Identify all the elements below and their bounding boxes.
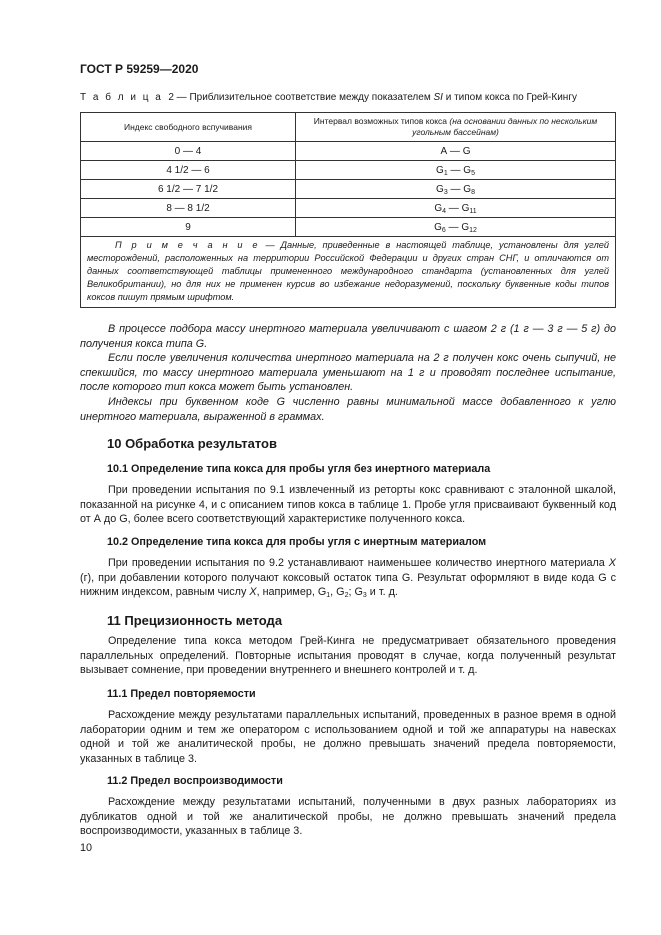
col-header-coke-types: Интервал возможных типов кокса (на основании данных по нескольким угольным бассейнам) <box>296 113 616 142</box>
section-10-1-text: При проведении испытания по 9.1 извлеченный из реторты кокс сравнивают с эталонной шкалой, показанной на рисунке 4, и с описанием типов кокса в таблице 1. Пробе угля присваивают буквенный код от А до G, более всего соответствующий характеристике полученного кокса. <box>80 484 616 526</box>
cell-si: 4 1/2 — 6 <box>81 161 296 180</box>
cell-si: 0 — 4 <box>81 142 296 161</box>
cell-coke-range: $G_4$ — $G_{11}$ <box>296 199 616 218</box>
paragraph-loose-coke: Если после увеличения количества инертного материала на 2 г получен кокс очень сыпучий, не спекшийся, то массу инертного материала уменьшают на 1 г и проводят последнее испытание, после которого тип кокса может быть установлен. <box>80 352 616 394</box>
section-11-1-text: Расхождение между результатами параллельных испытаний, проведенных в разное время в одной лаборатории одним и тем же оператором с использованием одной и той же аппаратуры на навесках одной и той же аналитической пробы, не должно превышать значений предела повторяемости, указанных в таблице 3. <box>80 709 616 766</box>
table-header-row <box>81 113 616 142</box>
section-11-1-title: 11.1 Предел повторяемости <box>107 688 256 700</box>
section-11-title: 11 Прецизионность метода <box>107 613 283 628</box>
cell-coke-range: $G_3$ — $G_8$ <box>296 180 616 199</box>
table-2 <box>80 112 616 308</box>
cell-si: 9 <box>81 218 296 237</box>
cell-coke-range: $G_6$ — $G_{12}$ <box>296 218 616 237</box>
cell-si: 6 1/2 — 7 1/2 <box>81 180 296 199</box>
table-row <box>81 161 616 180</box>
section-10-1-title: 10.1 Определение типа кокса для пробы угля без инертного материала <box>107 463 491 475</box>
section-10-title: 10 Обработка результатов <box>107 436 277 451</box>
cell-si: 8 — 8 1/2 <box>81 199 296 218</box>
page-number: 10 <box>80 842 93 854</box>
paragraph-step: В процессе подбора массу инертного материала увеличивают с шагом 2 г (1 г — 3 г — 5 г) до получения кокса типа G. <box>80 323 616 350</box>
table-row <box>81 218 616 237</box>
section-10-2-title: 10.2 Определение типа кокса для пробы угля с инертным материалом <box>107 536 487 548</box>
section-10-2-text: При проведении испытания по 9.2 устанавливают наименьшее количество инертного материала X (г), при добавлении которого получают коксовый остаток типа G. Результат оформляют в виде кода G с нижним индексом, равным числу X, например, $G_1$, $G_2$; $G_3$ и т. д. <box>80 557 616 600</box>
section-11-2-text: Расхождение между результатами испытаний, полученными в двух разных лабораториях из дубликатов одной и той же аналитической пробы, не должно превышать значений предела воспроизводимости, указанных в таблице 3. <box>80 796 616 838</box>
table-note-row <box>81 237 616 308</box>
cell-coke-range: A — G <box>296 142 616 161</box>
document-header: ГОСТ Р 59259—2020 <box>80 62 199 76</box>
section-11-2-title: 11.2 Предел воспроизводимости <box>107 775 283 787</box>
table-row <box>81 199 616 218</box>
col-header-si: Индекс свободного вспучивания <box>81 113 296 142</box>
table-note: П р и м е ч а н и е — Данные, приведенные в настоящей таблице, установлены для углей месторождений, расположенных на территории Российской Федерации и других стран СНГ, и отличаются от данных соответствующей таблицы примененного международного стандарта (установленных для углей Великобритании), но для них не применен курсив во избежание недоразумений, поскольку буквенные коды типов коксов пишут прямым шрифтом. <box>81 237 616 308</box>
section-11-intro: Определение типа кокса методом Грей-Кинга не предусматривает обязательного проведения параллельных определений. Повторные испытания проводят в случае, когда полученный результат вызывает сомнение, при проведении внутреннего и внешнего контролей и т. д. <box>80 635 616 677</box>
table-caption: Т а б л и ц а 2 — Приблизительное соответствие между показателем SI и типом кокса по Грей-Кингу <box>80 92 577 103</box>
table-row <box>81 180 616 199</box>
cell-coke-range: $G_1$ — $G_5$ <box>296 161 616 180</box>
table-row <box>81 142 616 161</box>
paragraph-indexes: Индексы при буквенном коде G численно равны минимальной массе добавленного к углю инертного материала, выраженной в граммах. <box>80 396 616 423</box>
